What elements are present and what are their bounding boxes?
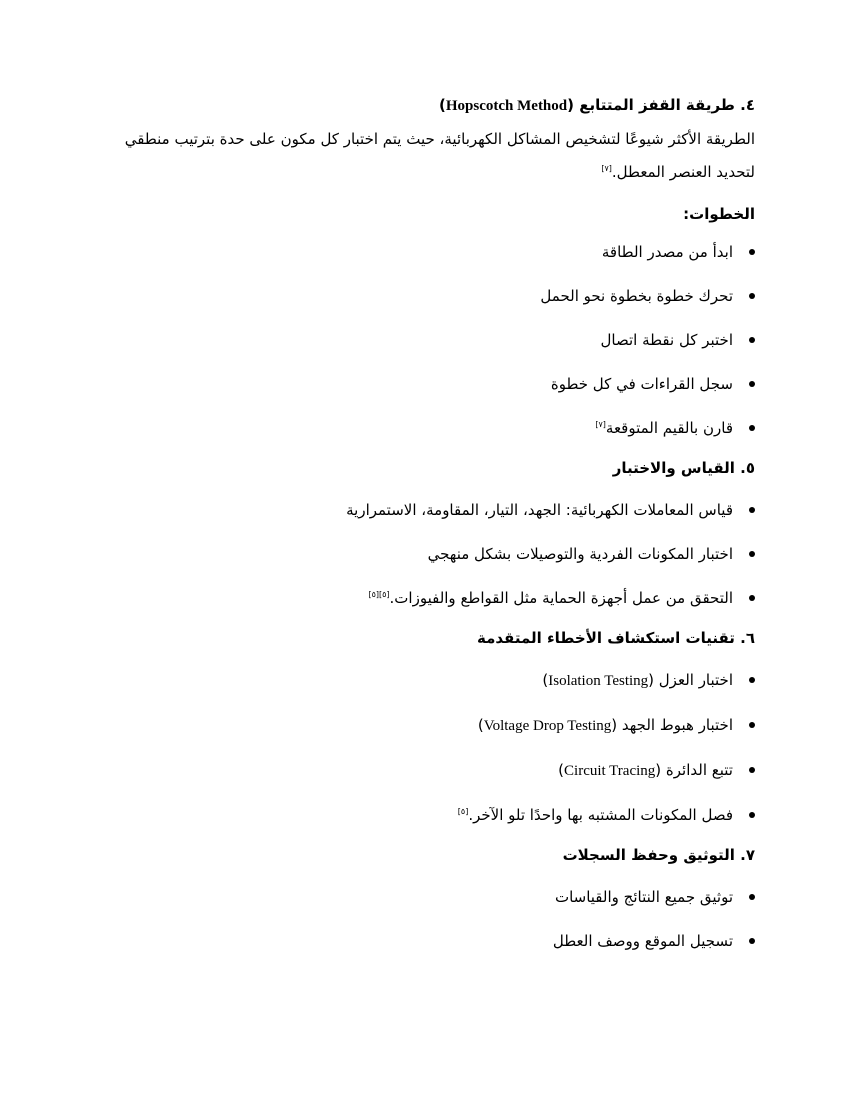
list-item: قارن بالقيم المتوقعة[٧] [112,417,755,439]
citation-ref: [٧] [601,164,612,173]
list-item: اختبار المكونات الفردية والتوصيلات بشكل منهجي [112,543,755,565]
list-item: تحرك خطوة بخطوة نحو الحمل [112,285,755,307]
list-item: توثيق جميع النتائج والقياسات [112,886,755,908]
steps-label: الخطوات: [683,205,755,223]
document-content [112,92,755,952]
para-line-2: لتحديد العنصر المعطل. [611,163,755,181]
section-4-title-end: ) [439,96,446,114]
section-6-heading: ٦. تقنيات استكشاف الأخطاء المتقدمة [476,629,755,647]
para-line-1: الطريقة الأكثر شيوعًا لتشخيص المشاكل الكهربائية، حيث يتم اختبار كل مكون على حدة بترتيب منطقي [124,130,755,148]
list-item: اختبر كل نقطة اتصال [112,329,755,351]
list-item: اختبار العزل (Isolation Testing) [112,669,755,692]
list-item: اختبار هبوط الجهد (Voltage Drop Testing) [112,714,755,737]
list-item: قياس المعاملات الكهربائية: الجهد، التيار، المقاومة، الاستمرارية [112,499,755,521]
section-7-list [112,886,755,952]
section-4-title-ar: ٤. طريقة القفز المتتابع ( [567,96,755,114]
citation-ref: [٥] [457,807,469,816]
section-6-list [112,669,755,826]
citation-ref: [٥][٥] [368,590,390,599]
list-item: ابدأ من مصدر الطاقة [112,241,755,263]
list-item: التحقق من عمل أجهزة الحماية مثل القواطع والفيوزات.[٥][٥] [112,587,755,609]
section-7-heading: ٧. التوثيق وحفظ السجلات [562,846,755,864]
list-item: تتبع الدائرة (Circuit Tracing) [112,759,755,782]
list-item: فصل المكونات المشتبه بها واحدًا تلو الآخر.[٥] [112,804,755,826]
section-5-heading: ٥. القياس والاختبار [612,459,755,477]
section-4-heading [112,92,755,119]
list-item: تسجيل الموقع ووصف العطل [112,930,755,952]
section-5-list [112,499,755,609]
section-4-paragraph [112,123,755,189]
steps-list [112,241,755,439]
list-item: سجل القراءات في كل خطوة [112,373,755,395]
citation-ref: [٧] [595,420,606,429]
section-4-title-en: Hopscotch Method [445,98,568,114]
